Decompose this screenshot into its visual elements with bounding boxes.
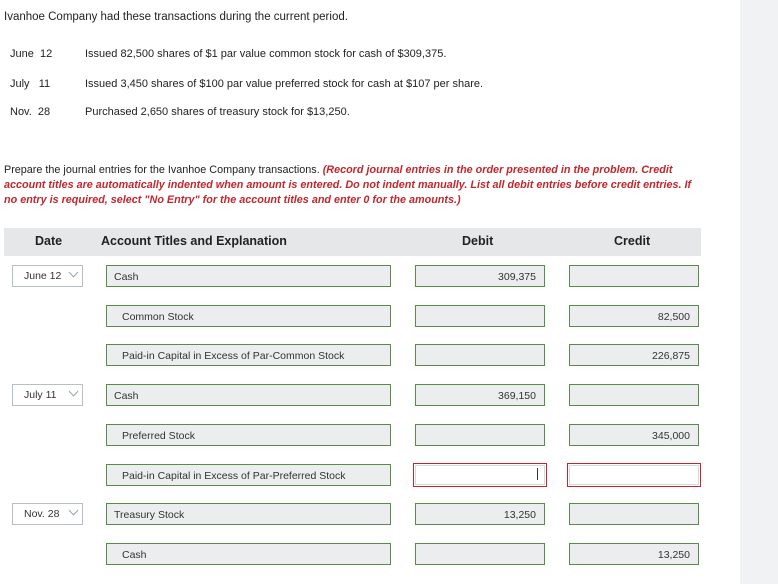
chevron-down-icon [69,268,79,278]
date-value: June 12 [24,270,62,282]
debit-field[interactable] [415,503,545,525]
header-debit: Debit [462,234,494,248]
transaction-row [10,78,484,90]
credit-value: 13,250 [657,549,690,561]
header-credit: Credit [614,234,651,248]
account-field[interactable] [106,503,391,525]
debit-field[interactable] [415,344,545,366]
account-value: Cash [114,271,139,283]
date-select[interactable] [12,384,83,406]
transaction-date: July 11 [10,78,51,90]
credit-value: 82,500 [657,311,690,323]
account-value: Common Stock [122,311,194,323]
debit-value: 309,375 [498,271,536,283]
date-select[interactable] [12,265,83,287]
account-field[interactable] [106,265,391,287]
header-account: Account Titles and Explanation [101,234,287,248]
date-value: July 11 [24,389,57,401]
transaction-row [10,106,350,118]
chevron-down-icon [69,387,79,397]
debit-field[interactable] [415,543,545,565]
account-field[interactable] [106,464,391,486]
date-select[interactable] [12,503,83,525]
credit-value: 226,875 [652,350,690,362]
transaction-date: June 12 [10,48,53,60]
debit-field-error[interactable] [413,463,547,487]
credit-field[interactable] [569,344,699,366]
instructions [4,163,704,208]
credit-value: 345,000 [652,430,690,442]
transaction-date: Nov. 28 [10,106,51,118]
credit-field[interactable] [569,265,699,287]
intro-text: Ivanhoe Company had these transactions during the current period. [4,11,348,23]
account-field[interactable] [106,543,391,565]
debit-value: 13,250 [503,509,536,521]
date-value: Nov. 28 [24,508,60,520]
account-value: Paid-in Capital in Excess of Par-Preferred Stock [122,470,346,482]
transaction-description: Issued 3,450 shares of $100 par value preferred stock for cash at $107 per share. [85,78,484,90]
account-value: Cash [114,390,139,402]
instructions-note: (Record journal entries in the order presented in the problem. Credit account titles are automatically indented when amount is entered. Do not indent manually. List all debit entries before credit entries. If no entry is required, select "No Entry" for the account titles and enter 0 for the amounts.) [4,164,692,206]
debit-field-inner [415,465,545,485]
credit-field[interactable] [569,543,699,565]
chevron-down-icon [69,506,79,516]
account-field[interactable] [106,424,391,446]
account-field[interactable] [106,384,391,406]
credit-field[interactable] [569,305,699,327]
transaction-description: Issued 82,500 shares of $1 par value common stock for cash of $309,375. [85,48,447,60]
account-value: Preferred Stock [122,430,195,442]
credit-field[interactable] [569,384,699,406]
account-value: Treasury Stock [114,509,185,521]
transaction-row [10,48,447,60]
account-field[interactable] [106,305,391,327]
text-caret [537,468,538,480]
account-value: Paid-in Capital in Excess of Par-Common Stock [122,350,345,362]
debit-field[interactable] [415,384,545,406]
instructions-text: Prepare the journal entries for the Ivanhoe Company transactions. [4,164,323,176]
account-value: Cash [122,549,147,561]
debit-value: 369,150 [498,390,536,402]
header-date: Date [35,234,63,248]
credit-field[interactable] [569,503,699,525]
journal-table-header [4,228,701,256]
transaction-description: Purchased 2,650 shares of treasury stock for $13,250. [85,106,350,118]
credit-field[interactable] [569,424,699,446]
debit-field[interactable] [415,424,545,446]
account-field[interactable] [106,344,391,366]
debit-field[interactable] [415,265,545,287]
credit-field-error[interactable] [567,463,701,487]
credit-field-inner [569,465,699,485]
right-margin-strip [740,0,778,584]
debit-field[interactable] [415,305,545,327]
